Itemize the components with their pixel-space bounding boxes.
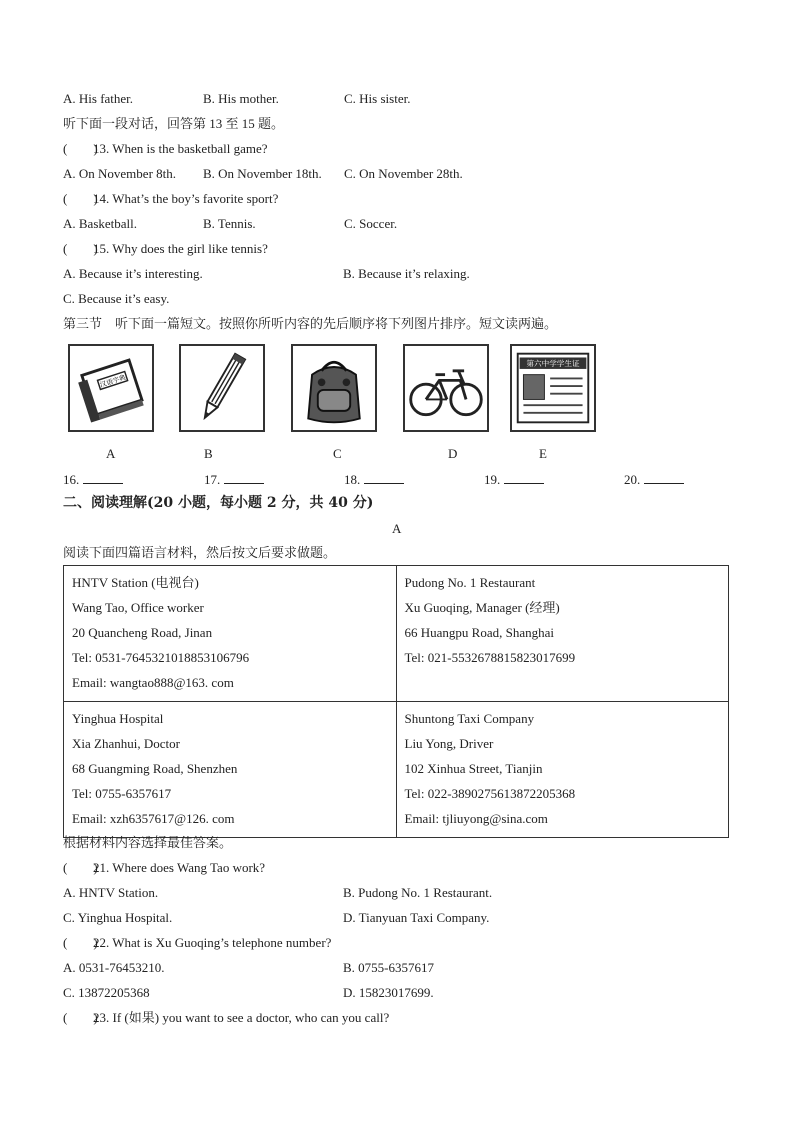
option: A. His father. (63, 91, 134, 106)
card-line: Pudong No. 1 Restaurant (404, 575, 536, 590)
section3-title: 第三节 听下面一篇短文。按照你所听内容的先后顺序将下列图片排序。短文读两遍。 (63, 316, 558, 331)
question-text: 22. What is Xu Guoqing’s telephone number? (93, 935, 332, 950)
card-line: HNTV Station (电视台) (72, 575, 199, 590)
option: B. On November 18th. (203, 166, 322, 181)
pencil-icon (179, 344, 265, 432)
answer-paren: ( ) (63, 935, 98, 950)
card-line: Tel: 0531-7645321018853106796 (72, 650, 250, 665)
answer-blank-20[interactable]: 20. (624, 471, 684, 488)
part2-title: 二、阅读理解(20 小题，每小题 2 分，共 40 分) (63, 495, 374, 511)
card-line: 102 Xinhua Street, Tianjin (404, 761, 543, 776)
option: C. Yinghua Hospital. (63, 910, 173, 925)
dictionary-book-icon (68, 344, 154, 432)
card-shuntong (396, 702, 729, 838)
question-text: 23. If (如果) you want to see a doctor, who can you call? (93, 1010, 390, 1025)
card-line: Email: tjliuyong@sina.com (404, 811, 548, 826)
picture-label: A (106, 446, 116, 461)
answer-paren: ( ) (63, 191, 98, 206)
option: B. Because it’s relaxing. (343, 266, 470, 281)
picture-label: C (333, 446, 342, 461)
card-line: Email: wangtao888@163. com (72, 675, 234, 690)
question-22 (63, 935, 331, 951)
card-line: 68 Guangming Road, Shenzhen (72, 761, 238, 776)
picture-label: B (204, 446, 213, 461)
question-text: 13. When is the basketball game? (93, 141, 268, 156)
question-23 (63, 1010, 389, 1026)
option: B. Pudong No. 1 Restaurant. (343, 885, 493, 900)
card-line: Xia Zhanhui, Doctor (72, 736, 180, 751)
answer-paren: ( ) (63, 860, 98, 875)
schoolbag-icon (291, 344, 377, 432)
question-text: 14. What’s the boy’s favorite sport? (93, 191, 279, 206)
question-text: 15. Why does the girl like tennis? (93, 241, 268, 256)
option: D. 15823017699. (343, 985, 434, 1000)
answer-blank-17[interactable]: 17. (204, 471, 264, 488)
option: C. 13872205368 (63, 985, 150, 1000)
passage-label: A (392, 521, 402, 536)
card-line: Xu Guoqing, Manager (经理) (404, 600, 560, 615)
option: C. Soccer. (344, 216, 398, 231)
answer-paren: ( ) (63, 241, 98, 256)
card-line: Yinghua Hospital (72, 711, 164, 726)
answer-blank-16[interactable]: 16. (63, 471, 123, 488)
option: D. Tianyuan Taxi Company. (343, 910, 490, 925)
option: C. His sister. (344, 91, 411, 106)
book-title: 汉语字典 (98, 373, 127, 390)
picture-label: D (448, 446, 458, 461)
card-line: 66 Huangpu Road, Shanghai (404, 625, 554, 640)
option: B. His mother. (203, 91, 279, 106)
question-text: 21. Where does Wang Tao work? (93, 860, 266, 875)
picture-label: E (539, 446, 547, 461)
question-14 (63, 191, 278, 207)
business-cards-table (63, 565, 729, 838)
option: B. Tennis. (203, 216, 256, 231)
passage-intro: 阅读下面四篇语言材料，然后按文后要求做题。 (63, 545, 337, 560)
answer-blank-18[interactable]: 18. (344, 471, 404, 488)
question-21 (63, 860, 265, 876)
card-line: Liu Yong, Driver (404, 736, 494, 751)
option: C. Because it’s easy. (63, 291, 170, 306)
answer-paren: ( ) (63, 141, 98, 156)
choose-intro: 根据材料内容选择最佳答案。 (63, 835, 233, 850)
answer-paren: ( ) (63, 1010, 98, 1025)
option: A. 0531-76453210. (63, 960, 165, 975)
option: C. On November 28th. (344, 166, 463, 181)
card-line: Shuntong Taxi Company (404, 711, 535, 726)
card-yinghua (64, 702, 397, 838)
card-line: Wang Tao, Office worker (72, 600, 204, 615)
bicycle-icon (403, 344, 489, 432)
student-id-card-icon (510, 344, 596, 432)
option: A. Basketball. (63, 216, 138, 231)
question-13 (63, 141, 267, 157)
card-line: Tel: 0755-6357617 (72, 786, 172, 801)
dialogue-intro: 听下面一段对话，回答第 13 至 15 题。 (63, 116, 285, 131)
card-hntv (64, 566, 397, 702)
option: A. Because it’s interesting. (63, 266, 203, 281)
question-15 (63, 241, 268, 257)
answer-blank-19[interactable]: 19. (484, 471, 544, 488)
card-line: 20 Quancheng Road, Jinan (72, 625, 213, 640)
option: A. HNTV Station. (63, 885, 159, 900)
card-title: 第六中学学生证 (526, 359, 580, 369)
option: B. 0755-6357617 (343, 960, 434, 975)
card-line: Email: xzh6357617@126. com (72, 811, 235, 826)
card-line: Tel: 021-5532678815823017699 (404, 650, 576, 665)
card-line: Tel: 022-3890275613872205368 (404, 786, 576, 801)
card-pudong (396, 566, 729, 702)
option: A. On November 8th. (63, 166, 177, 181)
